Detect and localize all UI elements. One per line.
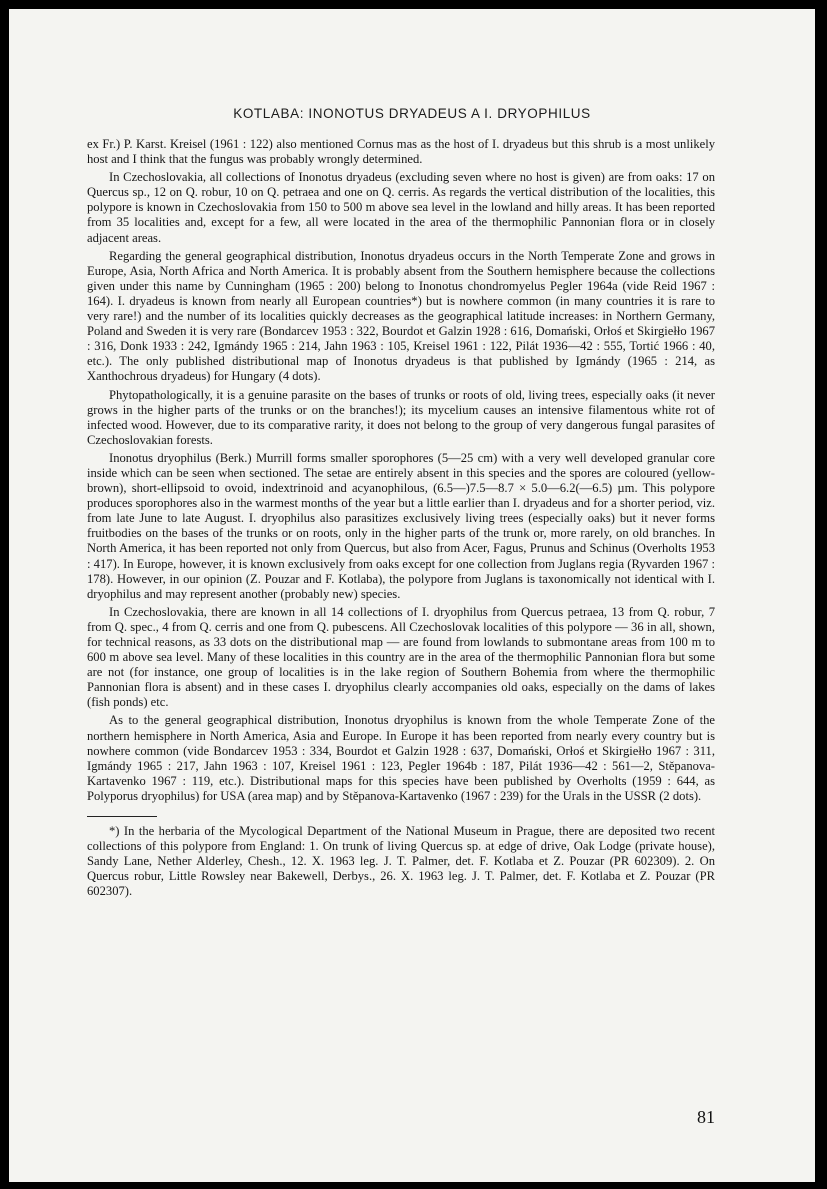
paragraph-1: ex Fr.) P. Karst. Kreisel (1961 : 122) also mentioned Cornus mas as the host of I. dryadeus but this shrub is a most unlikely host and I think that the fungus was probably wrongly determined. — [87, 137, 715, 167]
footnote-text: *) In the herbaria of the Mycological Department of the National Museum in Prague, there are deposited two recent collections of this polypore from England: 1. On trunk of living Quercus sp. at edge of drive, Oak Lodge (private house), Sandy Lane, Nether Alderley, Chesh., 12. X. 1963 leg. J. T. Palmer, det. F. Kotlaba et Z. Pouzar (PR 602309). 2. On Quercus robur, Little Rowsley near Bakewell, Derbys., 26. X. 1963 leg. J. T. Palmer, det. F. Kotlaba et Z. Pouzar (PR 602307). — [87, 824, 715, 899]
paragraph-3: Regarding the general geographical distribution, Inonotus dryadeus occurs in the North Temperate Zone and grows in Europe, Asia, North Africa and North America. It is probably absent from the Southern hemisphere because the collections given under this name by Cunningham (1965 : 200) belong to Inonotus chondromyelus Pegler 1964a (vide Reid 1967 : 164). I. dryadeus is known from nearly all European countries*) but is nowhere common (in many countries it is rare to very rare!) and the number of its localities quickly decreases as the geographical latitude increases: in Northern Germany, Poland and Sweden it is very rare (Bondarcev 1953 : 322, Bourdot et Galzin 1928 : 616, Domański, Orłoś et Skirgiełło 1967 : 316, Donk 1933 : 242, Igmándy 1965 : 214, Jahn 1963 : 105, Kreisel 1961 : 122, Pilát 1936—42 : 555, Tortić 1966 : 40, etc.). The only published distributional map of Inonotus dryadeus is that published by Igmándy (1965 : 214, as Xanthochrous dryadeus) for Hungary (4 dots). — [87, 248, 715, 384]
article-body — [87, 137, 715, 900]
paragraph-2: In Czechoslovakia, all collections of Inonotus dryadeus (excluding seven where no host is given) are from oaks: 17 on Quercus sp., 12 on Q. robur, 10 on Q. petraea and one on Q. cerris. As regards the vertical distribution of the localities, this polypore is known in Czechoslovakia from 150 to 500 m above sea level in the lowland and hilly areas. It has been reported from 35 localities and, except for a few, all were located in the area of the thermophilic Pannonian flora or in closely adjacent areas. — [87, 170, 715, 245]
paragraph-7: As to the general geographical distribution, Inonotus dryophilus is known from the whole Temperate Zone of the northern hemisphere in North America, Asia and Europe. In Europe it has been reported from nearly every country but is nowhere common (vide Bondarcev 1953 : 334, Bourdot et Galzin 1928 : 637, Domański, Orłoś et Skirgiełło 1967 : 311, Igmándy 1965 : 217, Jahn 1963 : 107, Kreisel 1961 : 123, Pegler 1964b : 187, Pilát 1936—42 : 561—2, Stěpanova-Kartavenko 1967 : 119, etc.). Distributional maps for this species have been published by Overholts (1959 : 644, as Polyporus dryophilus) for USA (area map) and by Stěpanova-Kartavenko (1967 : 239) for the Urals in the USSR (2 dots). — [87, 713, 715, 803]
footnote — [87, 824, 715, 899]
paragraph-6: In Czechoslovakia, there are known in all 14 collections of I. dryophilus from Quercus petraea, 13 from Q. robur, 7 from Q. spec., 4 from Q. cerris and one from Q. pubescens. All Czechoslovak localities of this polypore — 36 in all, shown, for technical reasons, as 33 dots on the distributional map — are found from lowlands to submontane areas from 100 m to 600 m above sea level. Many of these localities in this country are in the area of the thermophilic Pannonian flora but some are not (for instance, one group of localities is in the lake region of Southern Bohemia from where the thermophilic Pannonian flora is absent) and in these cases I. dryophilus clearly accompanies old oaks, especially on the dams of lakes (fish ponds) etc. — [87, 604, 715, 710]
paragraph-5: Inonotus dryophilus (Berk.) Murrill forms smaller sporophores (5—25 cm) with a very well developed granular core inside which can be seen when sectioned. The setae are entirely absent in this species and the spores are coloured (yellow-brown), short-ellipsoid to ovoid, indextrinoid and acyanophilous, (6.5—)7.5—8.7 × 5.0—6.2(—6.5) µm. This polypore produces sporophores also in the warmest months of the year but a little earlier than I. dryadeus and for a shorter period, viz. from late June to late August. I. dryophilus also parasitizes exclusively living trees (especially oaks) but it never forms fruitbodies on the bases of the trunks or on roots, only in the higher parts of the trunk or, more rarely, on old branches. In North America, it has been reported not only from Quercus, but also from Acer, Fagus, Prunus and Schinus (Overholts 1953 : 417). In Europe, however, it is known exclusively from oaks except for one collection from Juglans regia (Ryvarden 1967 : 178). However, in our opinion (Z. Pouzar and F. Kotlaba), the polypore from Juglans is taxonomically not identical with I. dryophilus and may represent another (probably new) species. — [87, 450, 715, 601]
document-page — [9, 9, 815, 1182]
page-number: 81 — [697, 1107, 715, 1127]
paragraph-4: Phytopathologically, it is a genuine parasite on the bases of trunks or roots of old, living trees, especially oaks (it never grows in the higher parts of the trunks or on the branches!); its mycelium causes an intensive filamentous white rot of infected wood. However, due to its comparative rarity, it does not belong to the group of very dangerous fungal parasites of Czechoslovakian forests. — [87, 387, 715, 447]
footnote-divider — [87, 816, 157, 817]
running-title: KOTLABA: INONOTUS DRYADEUS A I. DRYOPHILUS — [233, 106, 591, 121]
